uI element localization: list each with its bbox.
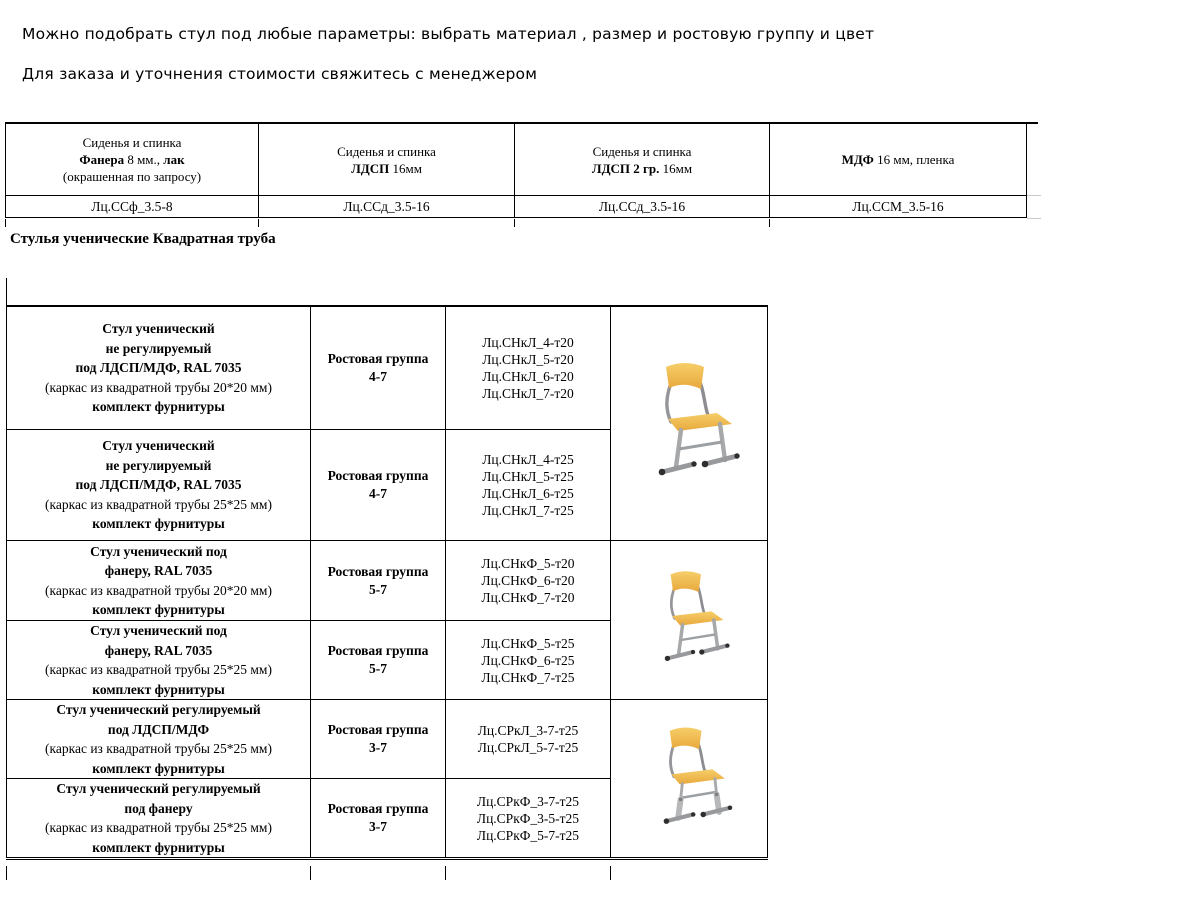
gridline-stub — [445, 866, 446, 880]
chair-image-cell-adjustable — [611, 700, 768, 859]
chair-image-cell-fixed-25 — [611, 541, 768, 700]
materials-code-plywood: Лц.ССф_3.5-8 — [6, 196, 259, 218]
gridline-stub — [6, 866, 7, 880]
product-codes-cell: Лц.СРкФ_3-7-т25 Лц.СРкФ_3-5-т25 Лц.СРкФ_5-7-т25 — [446, 779, 611, 859]
gridline-stub — [1027, 218, 1041, 219]
product-codes-cell: Лц.СНкФ_5-т25 Лц.СНкФ_6-т25 Лц.СНкФ_7-т25 — [446, 621, 611, 700]
gridline-stub — [6, 278, 7, 305]
materials-code-ldsp2: Лц.ССд_3.5-16 — [515, 196, 770, 218]
fixed-chair-image — [645, 568, 733, 672]
product-desc-cell: Стул ученический под фанеру, RAL 7035 (каркас из квадратной трубы 25*25 мм) комплект фурнитуры — [7, 621, 311, 700]
chair-image-cell-fixed-20 — [611, 306, 768, 541]
gridline-stub — [610, 866, 611, 880]
growth-group-cell: Ростовая группа 3-7 — [311, 700, 446, 779]
product-desc-cell: Стул ученический не регулируемый под ЛДСП/МДФ, RAL 7035 (каркас из квадратной трубы 25*25 мм) комплект фурнитуры — [7, 430, 311, 541]
product-desc-cell: Стул ученический под фанеру, RAL 7035 (каркас из квадратной трубы 20*20 мм) комплект фурнитуры — [7, 541, 311, 621]
materials-header-plywood: Сиденья и спинка Фанера 8 мм., лак (окрашенная по запросу) — [6, 123, 259, 196]
materials-code-mdf: Лц.ССМ_3.5-16 — [770, 196, 1027, 218]
product-desc-cell: Стул ученический регулируемый под ЛДСП/МДФ (каркас из квадратной трубы 25*25 мм) комплект фурнитуры — [7, 700, 311, 779]
gridline-stub — [258, 219, 259, 227]
intro-line-2: Для заказа и уточнения стоимости свяжитесь с менеджером — [22, 65, 538, 83]
materials-code-ldsp: Лц.ССд_3.5-16 — [259, 196, 515, 218]
fixed-chair-image — [634, 359, 744, 489]
products-table — [6, 305, 768, 860]
materials-header-ldsp: Сиденья и спинка ЛДСП 16мм — [259, 123, 515, 196]
gridline-stub — [1026, 122, 1038, 124]
gridline-stub — [310, 866, 311, 880]
product-desc-cell: Стул ученический не регулируемый под ЛДСП/МДФ, RAL 7035 (каркас из квадратной трубы 20*20 мм) комплект фурнитуры — [7, 306, 311, 430]
product-codes-cell: Лц.СНкФ_5-т20 Лц.СНкФ_6-т20 Лц.СНкФ_7-т20 — [446, 541, 611, 621]
section-title: Стулья ученические Квадратная труба — [10, 231, 276, 247]
gridline-stub — [514, 219, 515, 227]
gridline-stub — [769, 219, 770, 227]
growth-group-cell: Ростовая группа 4-7 — [311, 306, 446, 430]
materials-header-mdf: МДФ 16 мм, пленка — [770, 123, 1027, 196]
product-desc-cell: Стул ученический регулируемый под фанеру (каркас из квадратной трубы 25*25 мм) комплект фурнитуры — [7, 779, 311, 859]
product-codes-cell: Лц.СРкЛ_3-7-т25 Лц.СРкЛ_5-7-т25 — [446, 700, 611, 779]
gridline-stub — [5, 219, 6, 227]
growth-group-cell: Ростовая группа 4-7 — [311, 430, 446, 541]
growth-group-cell: Ростовая группа 5-7 — [311, 541, 446, 621]
gridline-stub — [1027, 195, 1041, 196]
materials-header-ldsp2: Сиденья и спинка ЛДСП 2 гр. 16мм — [515, 123, 770, 196]
materials-table — [5, 122, 1027, 218]
product-codes-cell: Лц.СНкЛ_4-т25 Лц.СНкЛ_5-т25 Лц.СНкЛ_6-т25 Лц.СНкЛ_7-т25 — [446, 430, 611, 541]
product-codes-cell: Лц.СНкЛ_4-т20 Лц.СНкЛ_5-т20 Лц.СНкЛ_6-т20 Лц.СНкЛ_7-т20 — [446, 306, 611, 430]
growth-group-cell: Ростовая группа 5-7 — [311, 621, 446, 700]
intro-line-1: Можно подобрать стул под любые параметры: выбрать материал , размер и ростовую группу и цвет — [22, 25, 875, 43]
growth-group-cell: Ростовая группа 3-7 — [311, 779, 446, 859]
adjustable-chair-image — [643, 724, 735, 833]
